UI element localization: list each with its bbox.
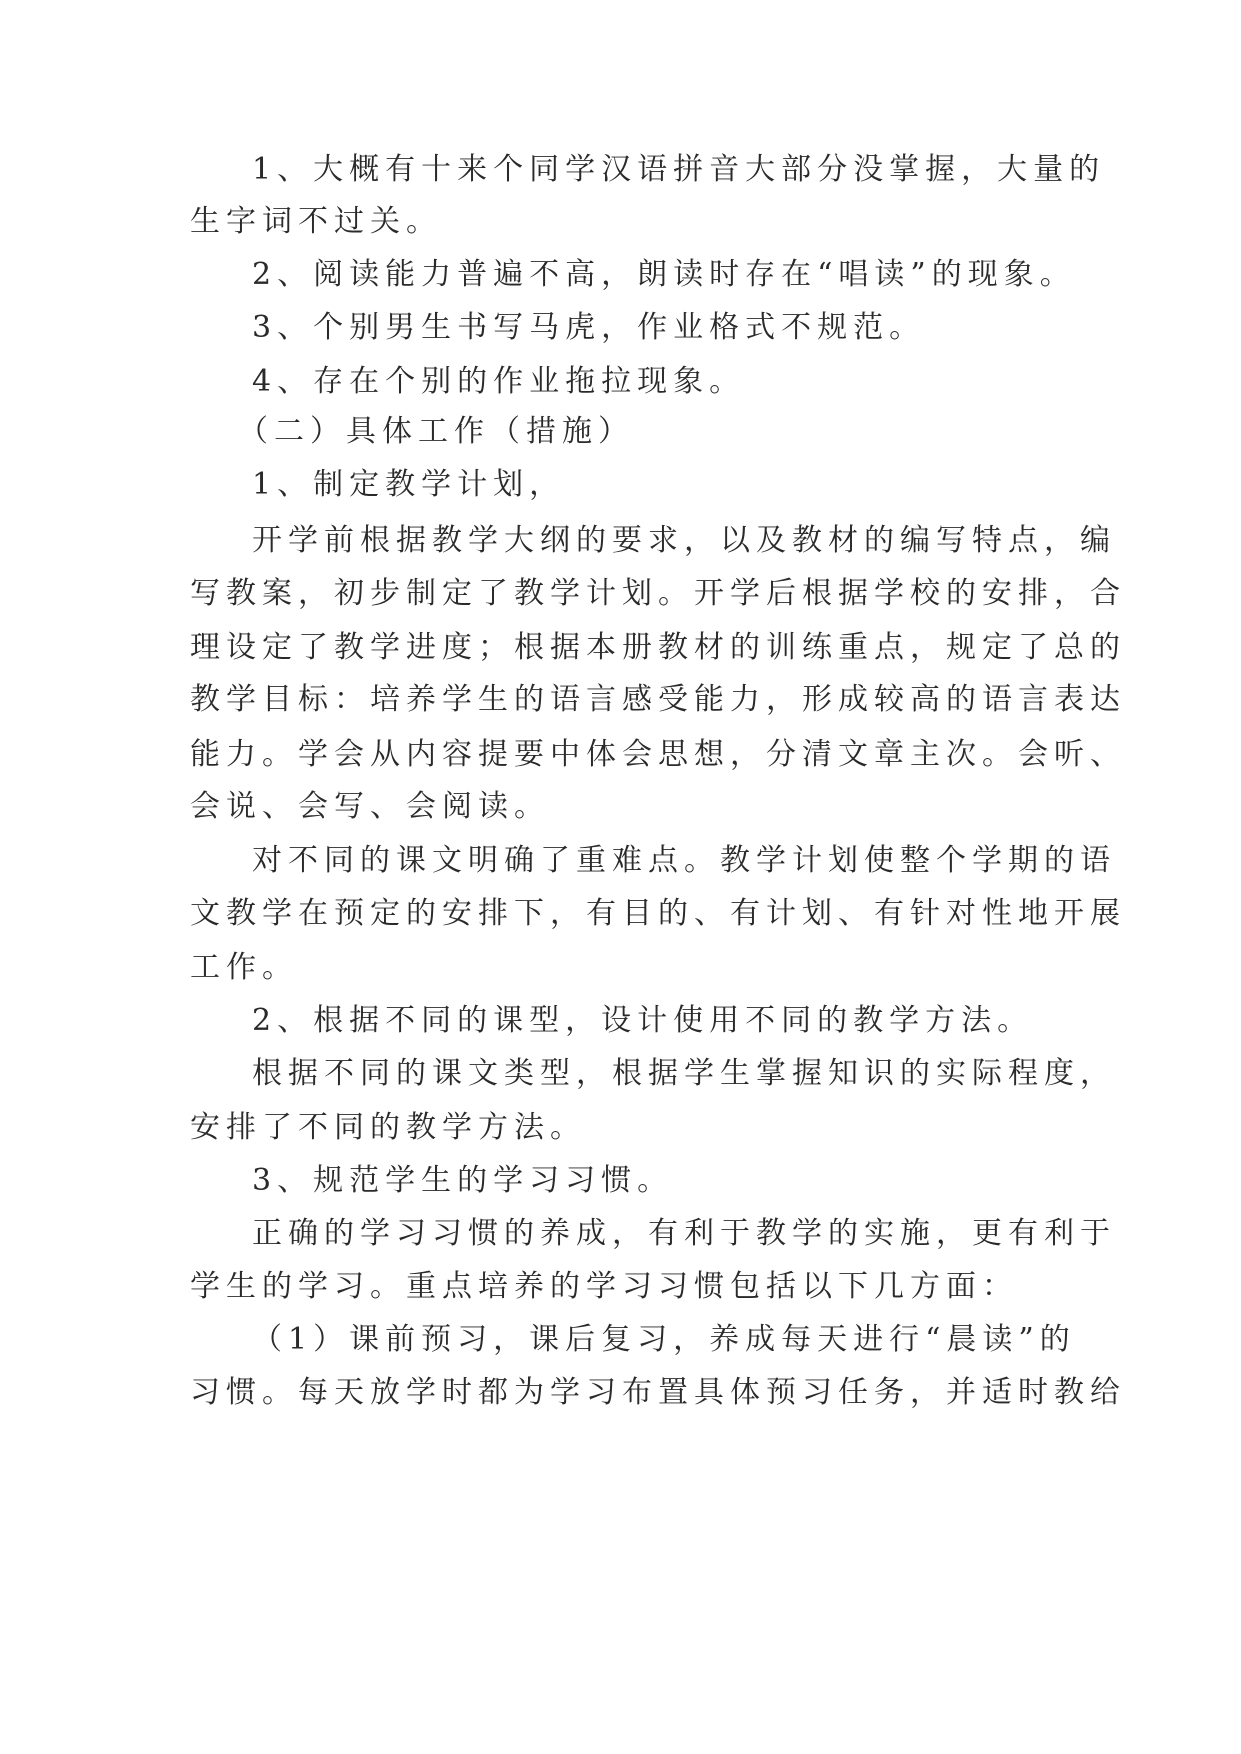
text-line: 写教案，初步制定了教学计划。开学后根据学校的安排，合 bbox=[190, 576, 1126, 611]
text-line: （1）课前预习，课后复习，养成每天进行“晨读”的 bbox=[252, 1322, 1076, 1357]
text-line: 学生的学习。重点培养的学习习惯包括以下几方面： bbox=[190, 1269, 1018, 1304]
text-line: 开学前根据教学大纲的要求，以及教材的编写特点，编 bbox=[252, 523, 1116, 558]
text-line: 1、大概有十来个同学汉语拼音大部分没掌握，大量的 bbox=[252, 152, 1106, 187]
text-line: 2、根据不同的课型，设计使用不同的教学方法。 bbox=[252, 1003, 1034, 1038]
text-line: 对不同的课文明确了重难点。教学计划使整个学期的语 bbox=[252, 843, 1116, 878]
text-line: 工作。 bbox=[190, 950, 298, 985]
text-line: 会说、会写、会阅读。 bbox=[190, 789, 550, 824]
text-line: 4、存在个别的作业拖拉现象。 bbox=[252, 364, 746, 399]
section-heading: （二）具体工作（措施） bbox=[238, 414, 634, 449]
text-line: 根据不同的课文类型，根据学生掌握知识的实际程度， bbox=[252, 1056, 1116, 1091]
text-line: 安排了不同的教学方法。 bbox=[190, 1110, 586, 1145]
text-line: 正确的学习习惯的养成，有利于教学的实施，更有利于 bbox=[252, 1216, 1116, 1251]
text-line: 3、规范学生的学习习惯。 bbox=[252, 1163, 674, 1198]
text-line: 文教学在预定的安排下，有目的、有计划、有针对性地开展 bbox=[190, 896, 1126, 931]
text-line: 理设定了教学进度；根据本册教材的训练重点，规定了总的 bbox=[190, 630, 1126, 665]
text-line: 能力。学会从内容提要中体会思想，分清文章主次。会听、 bbox=[190, 737, 1126, 772]
text-line: 3、个别男生书写马虎，作业格式不规范。 bbox=[252, 310, 926, 345]
text-line: 1、制定教学计划， bbox=[252, 467, 566, 502]
text-line: 生字词不过关。 bbox=[190, 204, 442, 239]
text-line: 习惯。每天放学时都为学习布置具体预习任务，并适时教给 bbox=[190, 1375, 1126, 1410]
text-line: 2、阅读能力普遍不高，朗读时存在“唱读”的现象。 bbox=[252, 257, 1076, 292]
text-line: 教学目标：培养学生的语言感受能力，形成较高的语言表达 bbox=[190, 682, 1126, 717]
